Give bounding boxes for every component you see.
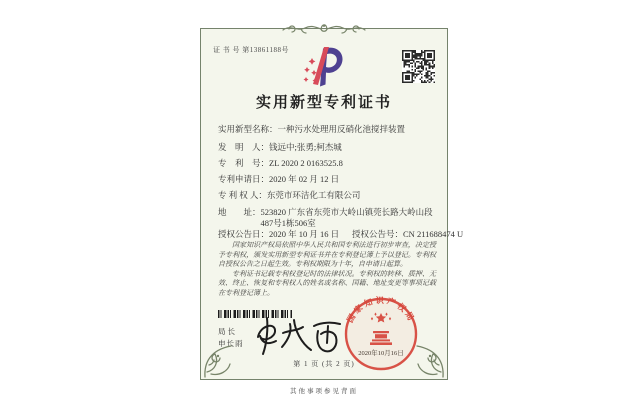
certificate-title: 实用新型专利证书 [255, 95, 392, 111]
field-label: 专 利 权 人： [218, 190, 267, 200]
page-number: 第 1 页 (共 2 页) [293, 360, 355, 368]
grant-row [218, 229, 464, 240]
field-row-name [218, 124, 440, 135]
corner-ornament-left [202, 341, 234, 379]
director-title: 局长 [218, 327, 237, 336]
field-label: 专 利 号： [218, 158, 270, 168]
field-row-address [218, 207, 440, 228]
field-row-patentee [218, 190, 440, 201]
field-value: 钱远中;张勇;柯杰城 [269, 142, 342, 152]
grant-number-value: CN 211688474 U [403, 229, 464, 239]
grant-date-value: 2020 年 10 月 16 日 [269, 229, 340, 239]
director-signature [250, 312, 346, 358]
field-label: 地 址： [218, 207, 261, 217]
field-row-inventors [218, 142, 440, 153]
corner-ornament-right [414, 341, 446, 379]
cnipa-logo [303, 45, 347, 87]
top-border-ornament [281, 20, 367, 36]
field-value: 东莞市环洁化工有限公司 [266, 190, 361, 200]
certificate-number: 证 书 号 第13861188号 [213, 46, 289, 54]
qr-code [402, 50, 435, 83]
field-label: 实用新型名称： [218, 124, 278, 134]
field-row-patent-number [218, 158, 440, 169]
field-value: ZL 2020 2 0163525.8 [269, 158, 343, 168]
seal-date: 2020年10月16日 [358, 350, 404, 357]
field-value: 一种污水处理用反硝化池搅拌装置 [277, 124, 406, 134]
field-value: 523820 广东省东莞市大岭山镇莞长路大岭山段487号1栋506室 [260, 207, 433, 228]
field-label: 专利申请日： [218, 174, 270, 184]
seal-arc-text: 国家知识产权局 [345, 296, 417, 325]
grant-number-label: 授权公告号： [352, 229, 404, 239]
legal-paragraph-1: 国家知识产权局依照中华人民共和国专利法进行初步审查，决定授予专利权，颁发实用新型专利证书并在专利登记簿上予以登记。专利权自授权公告之日起生效。专利权期限为十年，自申请日起算。 [218, 241, 436, 269]
grant-date-label: 授权公告日： [218, 229, 270, 239]
back-note: 其他事项参见背面 [290, 388, 358, 395]
grant-number [352, 229, 463, 240]
legal-text [218, 241, 436, 299]
field-value: 2020 年 02 月 12 日 [269, 174, 340, 184]
field-row-filing-date [218, 174, 440, 185]
director-name: 申长雨 [218, 339, 244, 348]
legal-paragraph-2: 专利证书记载专利权登记时的法律状况。专利权的转移、质押、无效、终止、恢复和专利权人的姓名或名称、国籍、地址变更等事项记载在专利登记簿上。 [218, 269, 436, 297]
field-label: 发 明 人： [218, 142, 270, 152]
